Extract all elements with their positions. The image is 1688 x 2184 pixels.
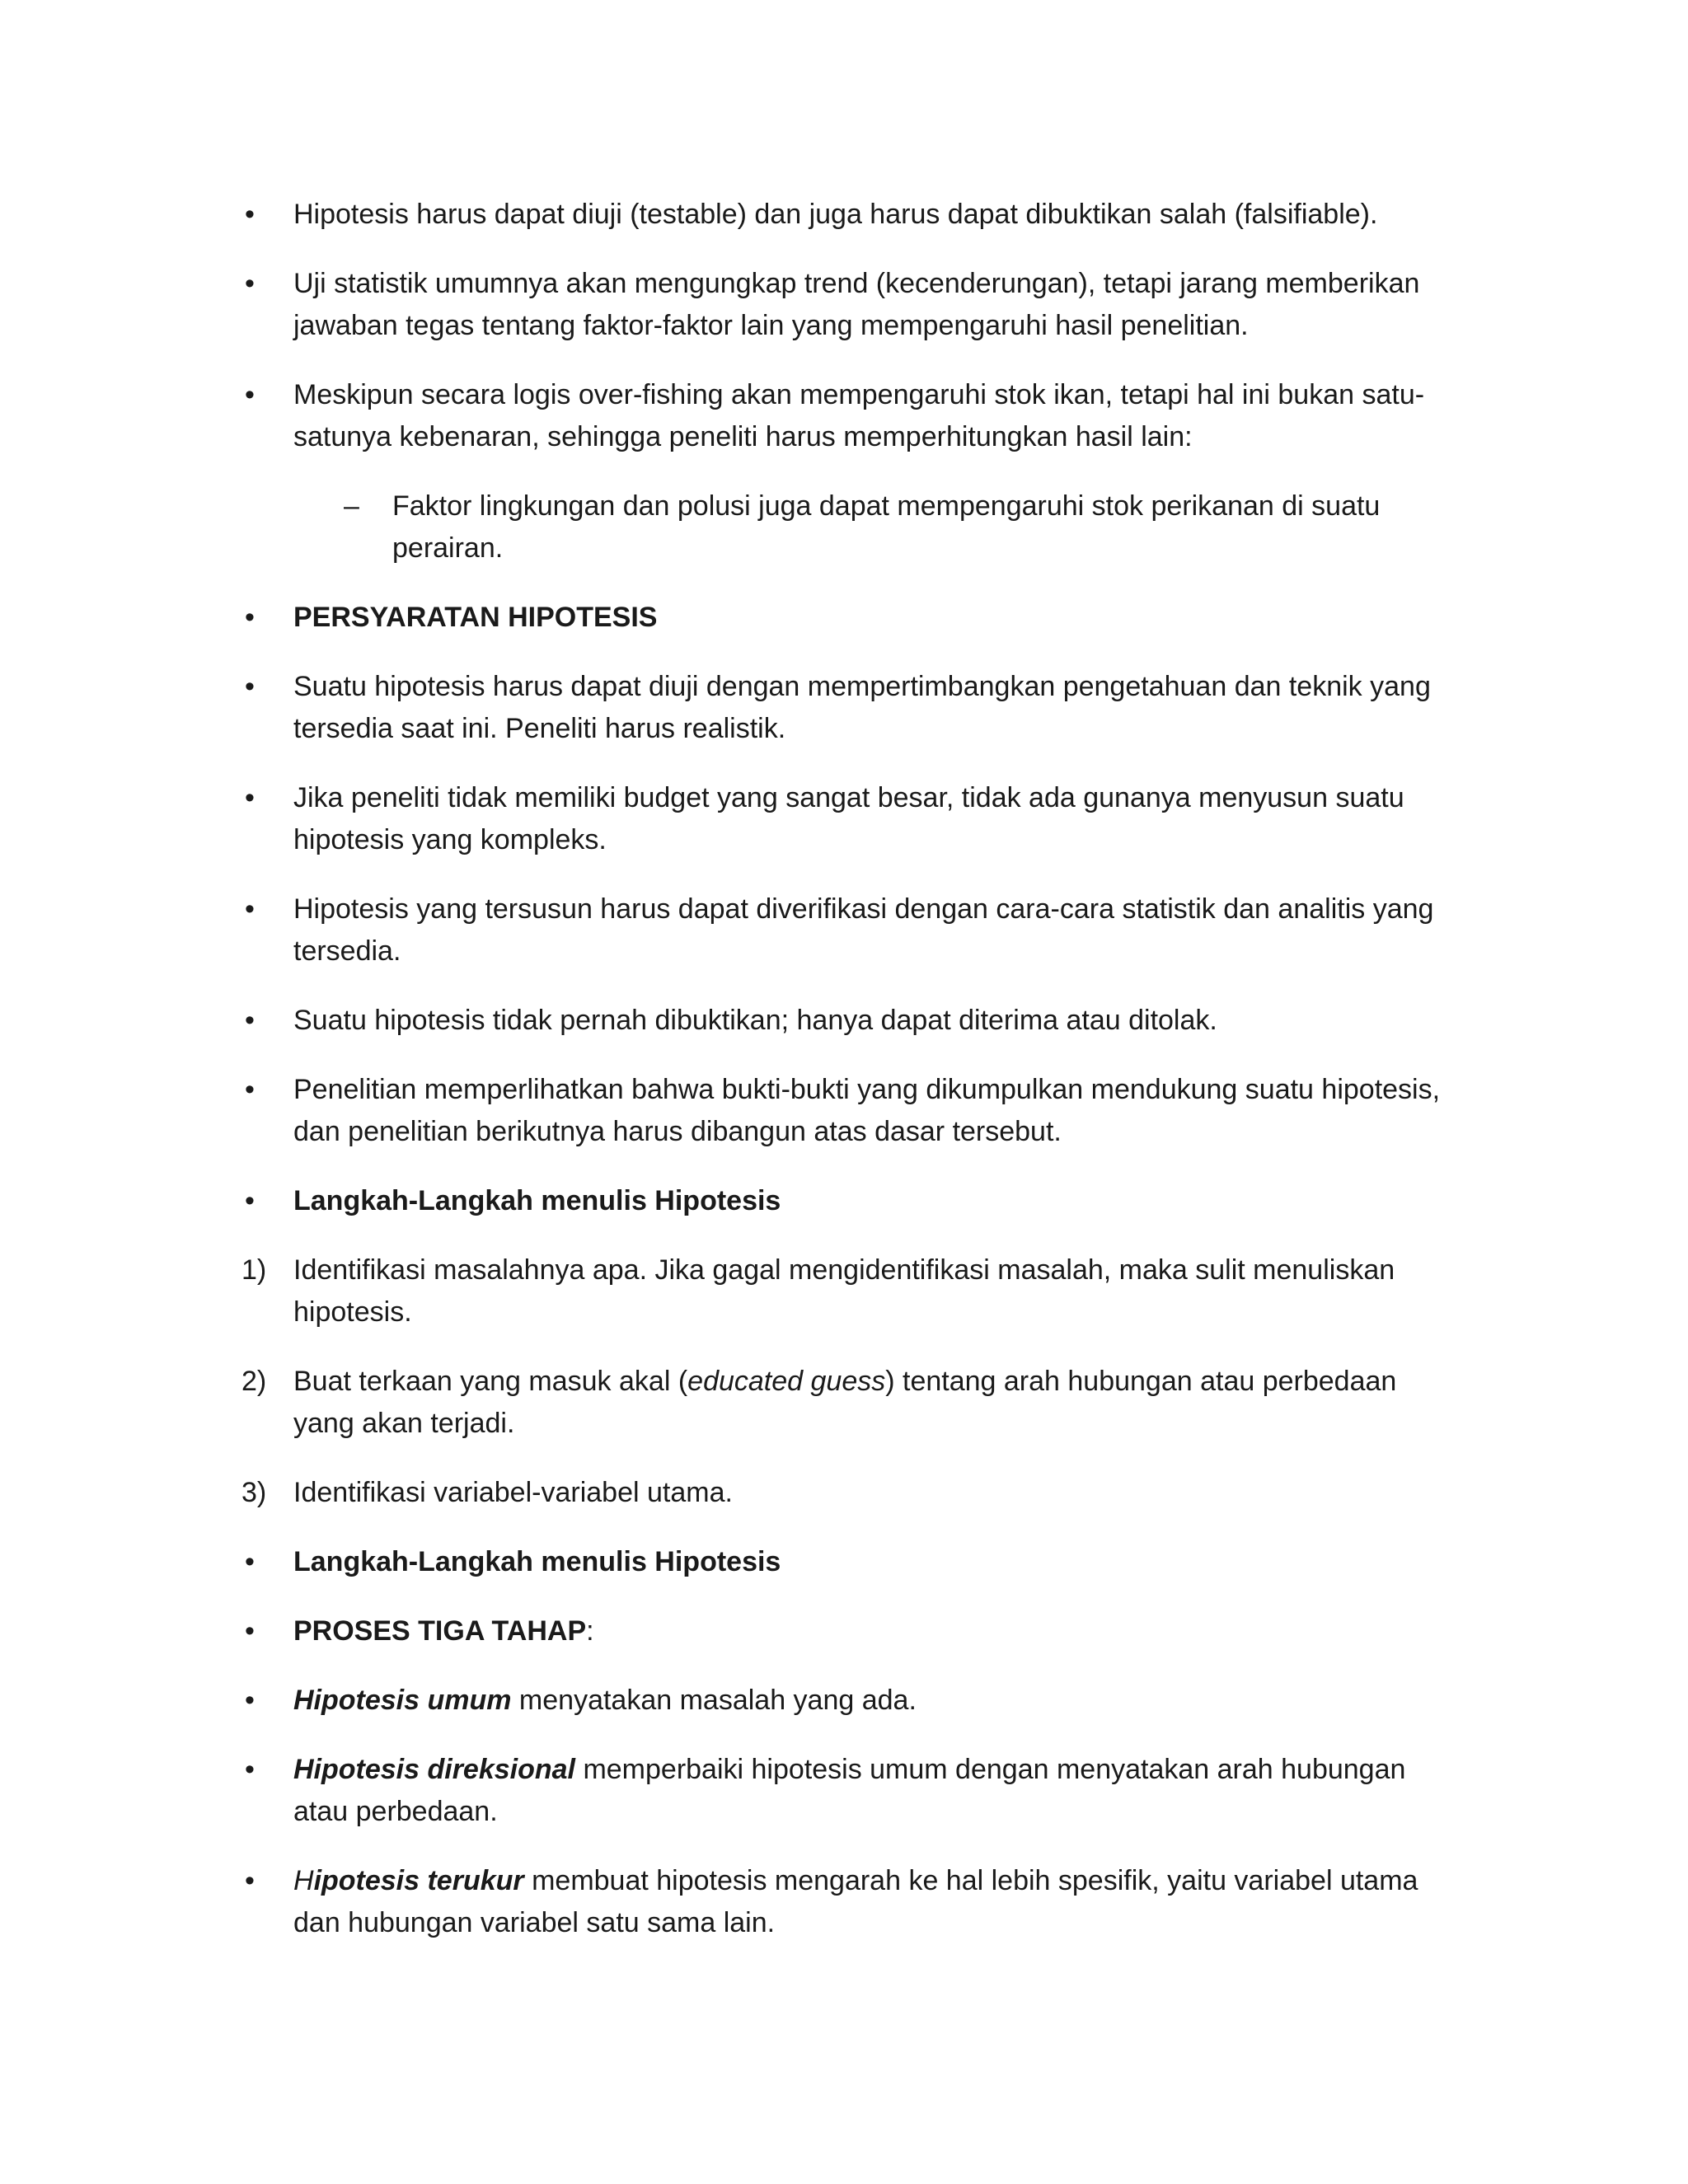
bullet-marker: • — [245, 1074, 255, 1105]
list-item-text: Jika peneliti tidak memiliki budget yang sangat besar, tidak ada gunanya menyusun suatu hipotesis yang kompleks. — [293, 782, 1404, 855]
term: Hipotesis direksional — [293, 1754, 575, 1785]
bullet-marker: • — [245, 268, 255, 299]
bullet-marker: • — [245, 379, 255, 410]
list-item-text: Identifikasi masalahnya apa. Jika gagal mengidentifikasi masalah, maka sulit menuliskan hipotesis. — [293, 1254, 1395, 1328]
bullet-marker: • — [245, 1685, 255, 1716]
bullet-marker: • — [245, 1546, 255, 1577]
number-marker: 2) — [241, 1366, 267, 1397]
bullet-marker: • — [245, 1005, 255, 1036]
list-item-text: Hipotesis umum menyatakan masalah yang ada. — [293, 1685, 917, 1716]
list-item-text: Penelitian memperlihatkan bahwa bukti-bukti yang dikumpulkan mendukung suatu hipotesis, dan penelitian berikutnya harus dibangun atas dasar tersebut. — [293, 1074, 1441, 1147]
bullet-marker: • — [245, 1754, 255, 1785]
list-item-text: PROSES TIGA TAHAP: — [293, 1615, 594, 1647]
section-heading: Langkah-Langkah menulis Hipotesis — [293, 1185, 781, 1216]
list-item-text: Hipotesis harus dapat diuji (testable) dan juga harus dapat dibuktikan salah (falsifiable). — [293, 199, 1378, 230]
list-item-text: Faktor lingkungan dan polusi juga dapat mempengaruhi stok perikanan di suatu perairan. — [392, 490, 1381, 564]
bullet-marker: • — [245, 602, 255, 633]
italic-term: educated guess — [687, 1366, 886, 1397]
list-item-text: Identifikasi variabel-variabel utama. — [293, 1477, 733, 1508]
bullet-marker: • — [245, 671, 255, 702]
section-heading: Langkah-Langkah menulis Hipotesis — [293, 1546, 781, 1577]
bullet-marker: • — [245, 1615, 255, 1647]
bullet-marker: • — [245, 1865, 255, 1896]
term: Hipotesis umum — [293, 1685, 512, 1716]
list-item-text: Suatu hipotesis tidak pernah dibuktikan; hanya dapat diterima atau ditolak. — [293, 1005, 1217, 1036]
list-item-text: Suatu hipotesis harus dapat diuji dengan mempertimbangkan pengetahuan dan teknik yang tersedia saat ini. Peneliti harus realistik. — [293, 671, 1431, 744]
list-item-text: Hipotesis terukur membuat hipotesis mengarah ke hal lebih spesifik, yaitu variabel utama dan hubungan variabel satu sama lain. — [293, 1865, 1418, 1938]
number-marker: 3) — [241, 1477, 267, 1508]
bullet-marker: • — [245, 1185, 255, 1216]
bullet-marker: • — [245, 893, 255, 925]
section-heading: PERSYARATAN HIPOTESIS — [293, 602, 658, 633]
bullet-marker: • — [245, 199, 255, 230]
list-item-text: Hipotesis yang tersusun harus dapat diverifikasi dengan cara-cara statistik dan analitis yang tersedia. — [293, 893, 1434, 967]
term: ipotesis terukur — [313, 1865, 524, 1896]
section-heading: PROSES TIGA TAHAP — [293, 1615, 587, 1647]
number-marker: 1) — [241, 1254, 267, 1286]
list-item-text: Hipotesis direksional memperbaiki hipotesis umum dengan menyatakan arah hubungan atau perbedaan. — [293, 1754, 1406, 1827]
dash-marker: – — [344, 490, 359, 522]
list-item-text: Uji statistik umumnya akan mengungkap trend (kecenderungan), tetapi jarang memberikan jawaban tegas tentang faktor-faktor lain yang mempengaruhi hasil penelitian. — [293, 268, 1420, 341]
list-item-text: Buat terkaan yang masuk akal (educated guess) tentang arah hubungan atau perbedaan yang akan terjadi. — [293, 1366, 1397, 1439]
bullet-marker: • — [245, 782, 255, 813]
list-item-text: Meskipun secara logis over-fishing akan mempengaruhi stok ikan, tetapi hal ini bukan satu-satunya kebenaran, sehingga peneliti harus memperhitungkan hasil lain: — [293, 379, 1425, 452]
